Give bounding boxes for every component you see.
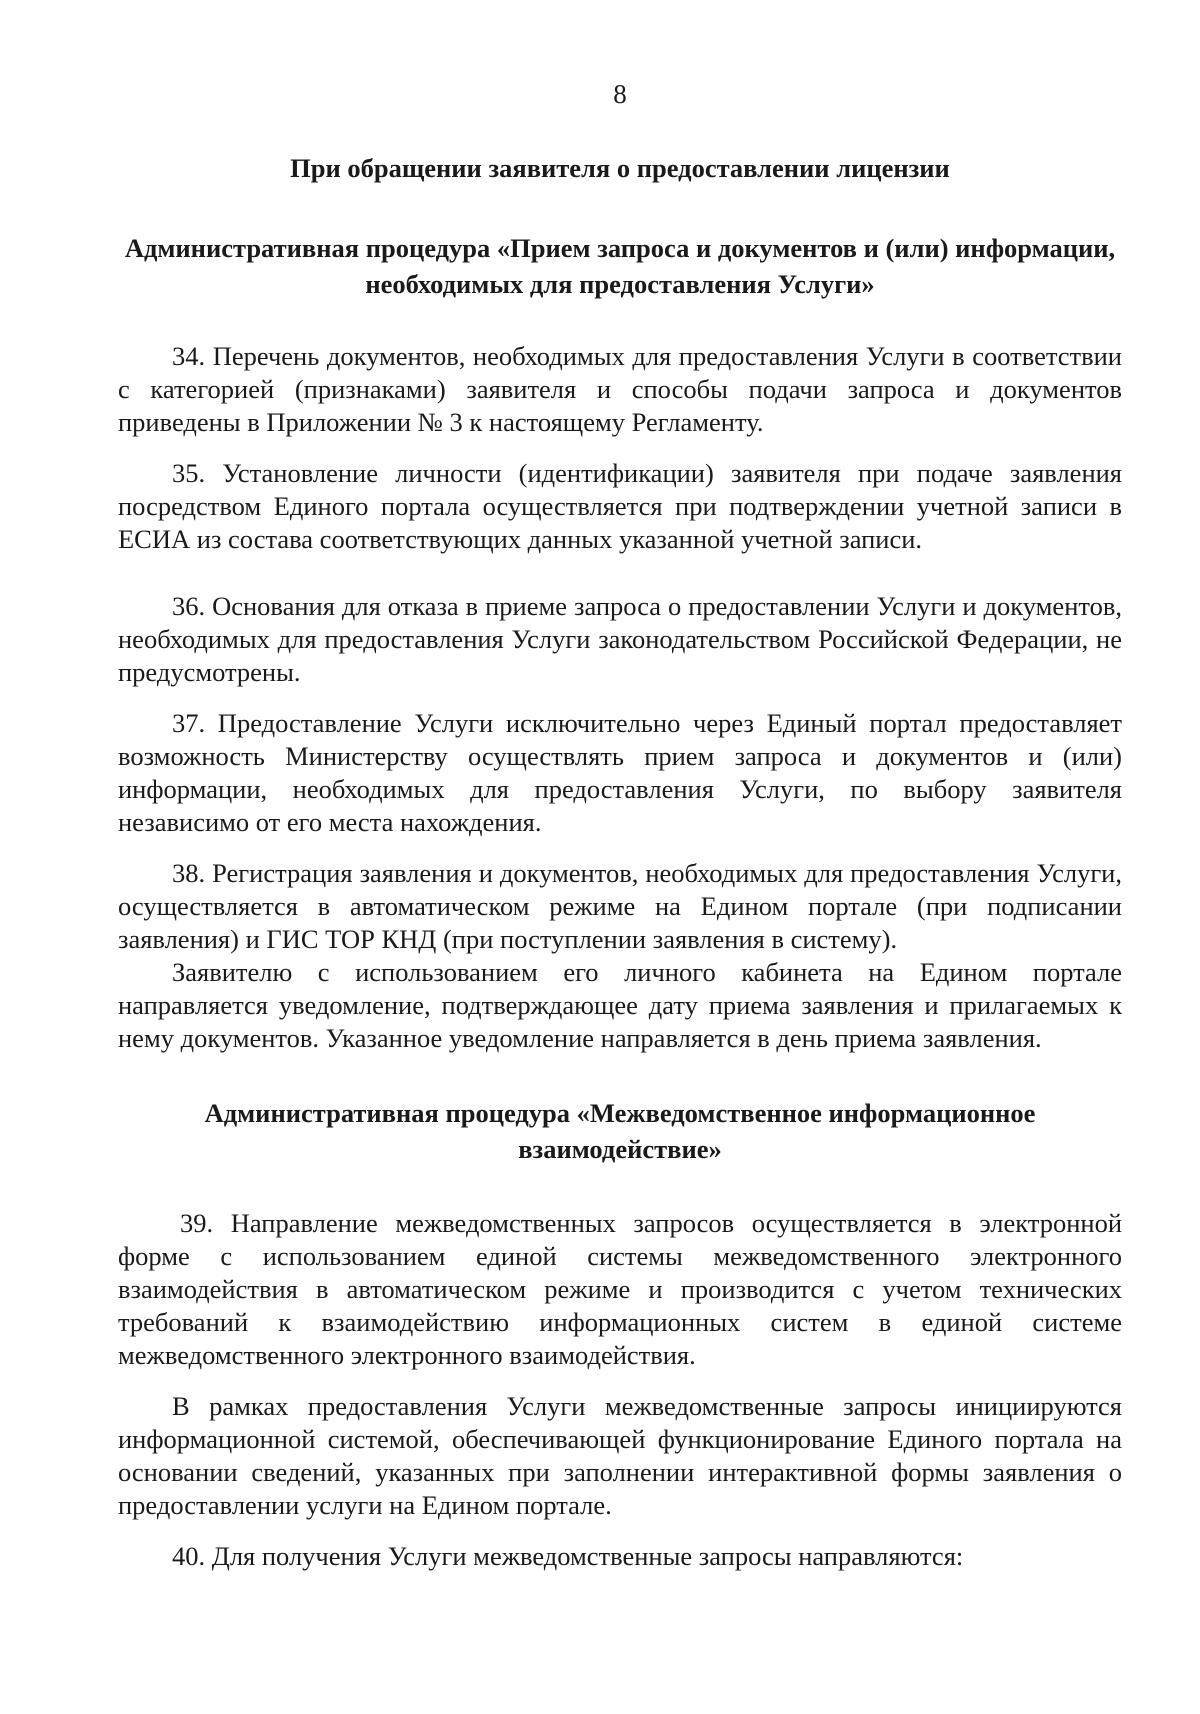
heading-procedure-interagency: Административная процедура «Межведомственное информационное взаимодействие» (204, 1098, 1036, 1164)
paragraph-34: 34. Перечень документов, необходимых для предоставления Услуги в соответствии с категорией (признаками) заявителя и способы подачи запроса и документов приведены в Приложении № 3 к настоящему Регламенту. (118, 341, 1122, 437)
paragraph-35: 35. Установление личности (идентификации) заявителя при подаче заявления посредством Единого портала осуществляется при подтверждении учетной записи в ЕСИА из состава соответствующих данных указанной учетной записи. (118, 458, 1122, 554)
paragraph-40: 40. Для получения Услуги межведомственные запросы направляются: (172, 1541, 964, 1571)
heading-license-request: При обращении заявителя о предоставлении лицензии (290, 153, 950, 183)
heading-procedure-reception: Административная процедура «Прием запроса и документов и (или) информации, необходимых для предоставления Услуги» (124, 233, 1116, 299)
paragraph-interagency-requests: В рамках предоставления Услуги межведомственные запросы инициируются информационной системой, обеспечивающей функционирование Единого портала на основании сведений, указанных при заполнении интерактивной формы заявления о предоставлении услуги на Едином портале. (118, 1391, 1122, 1520)
paragraph-notification: Заявителю с использованием его личного кабинета на Едином портале направляется уведомление, подтверждающее дату приема заявления и прилагаемых к нему документов. Указанное уведомление направляется в день приема заявления. (118, 957, 1122, 1053)
page-number: 8 (613, 79, 627, 109)
paragraph-37: 37. Предоставление Услуги исключительно через Единый портал предоставляет возможность Министерству осуществлять прием запроса и документов и (или) информации, необходимых для предоставления Услуги, по выбору заявителя независимо от его места нахождения. (118, 708, 1122, 837)
paragraph-38: 38. Регистрация заявления и документов, необходимых для предоставления Услуги, осуществляется в автоматическом режиме на Едином портале (при подписании заявления) и ГИС ТОР КНД (при поступлении заявления в систему). (118, 858, 1122, 954)
paragraph-39: 39. Направление межведомственных запросов осуществляется в электронной форме с использованием единой системы межведомственного электронного взаимодействия в автоматическом режиме и производится с учетом технических требований к взаимодействию информационных систем в единой системе межведомственного электронного взаимодействия. (118, 1208, 1122, 1370)
paragraph-36: 36. Основания для отказа в приеме запроса о предоставлении Услуги и документов, необходимых для предоставления Услуги законодательством Российской Федерации, не предусмотрены. (118, 591, 1122, 687)
